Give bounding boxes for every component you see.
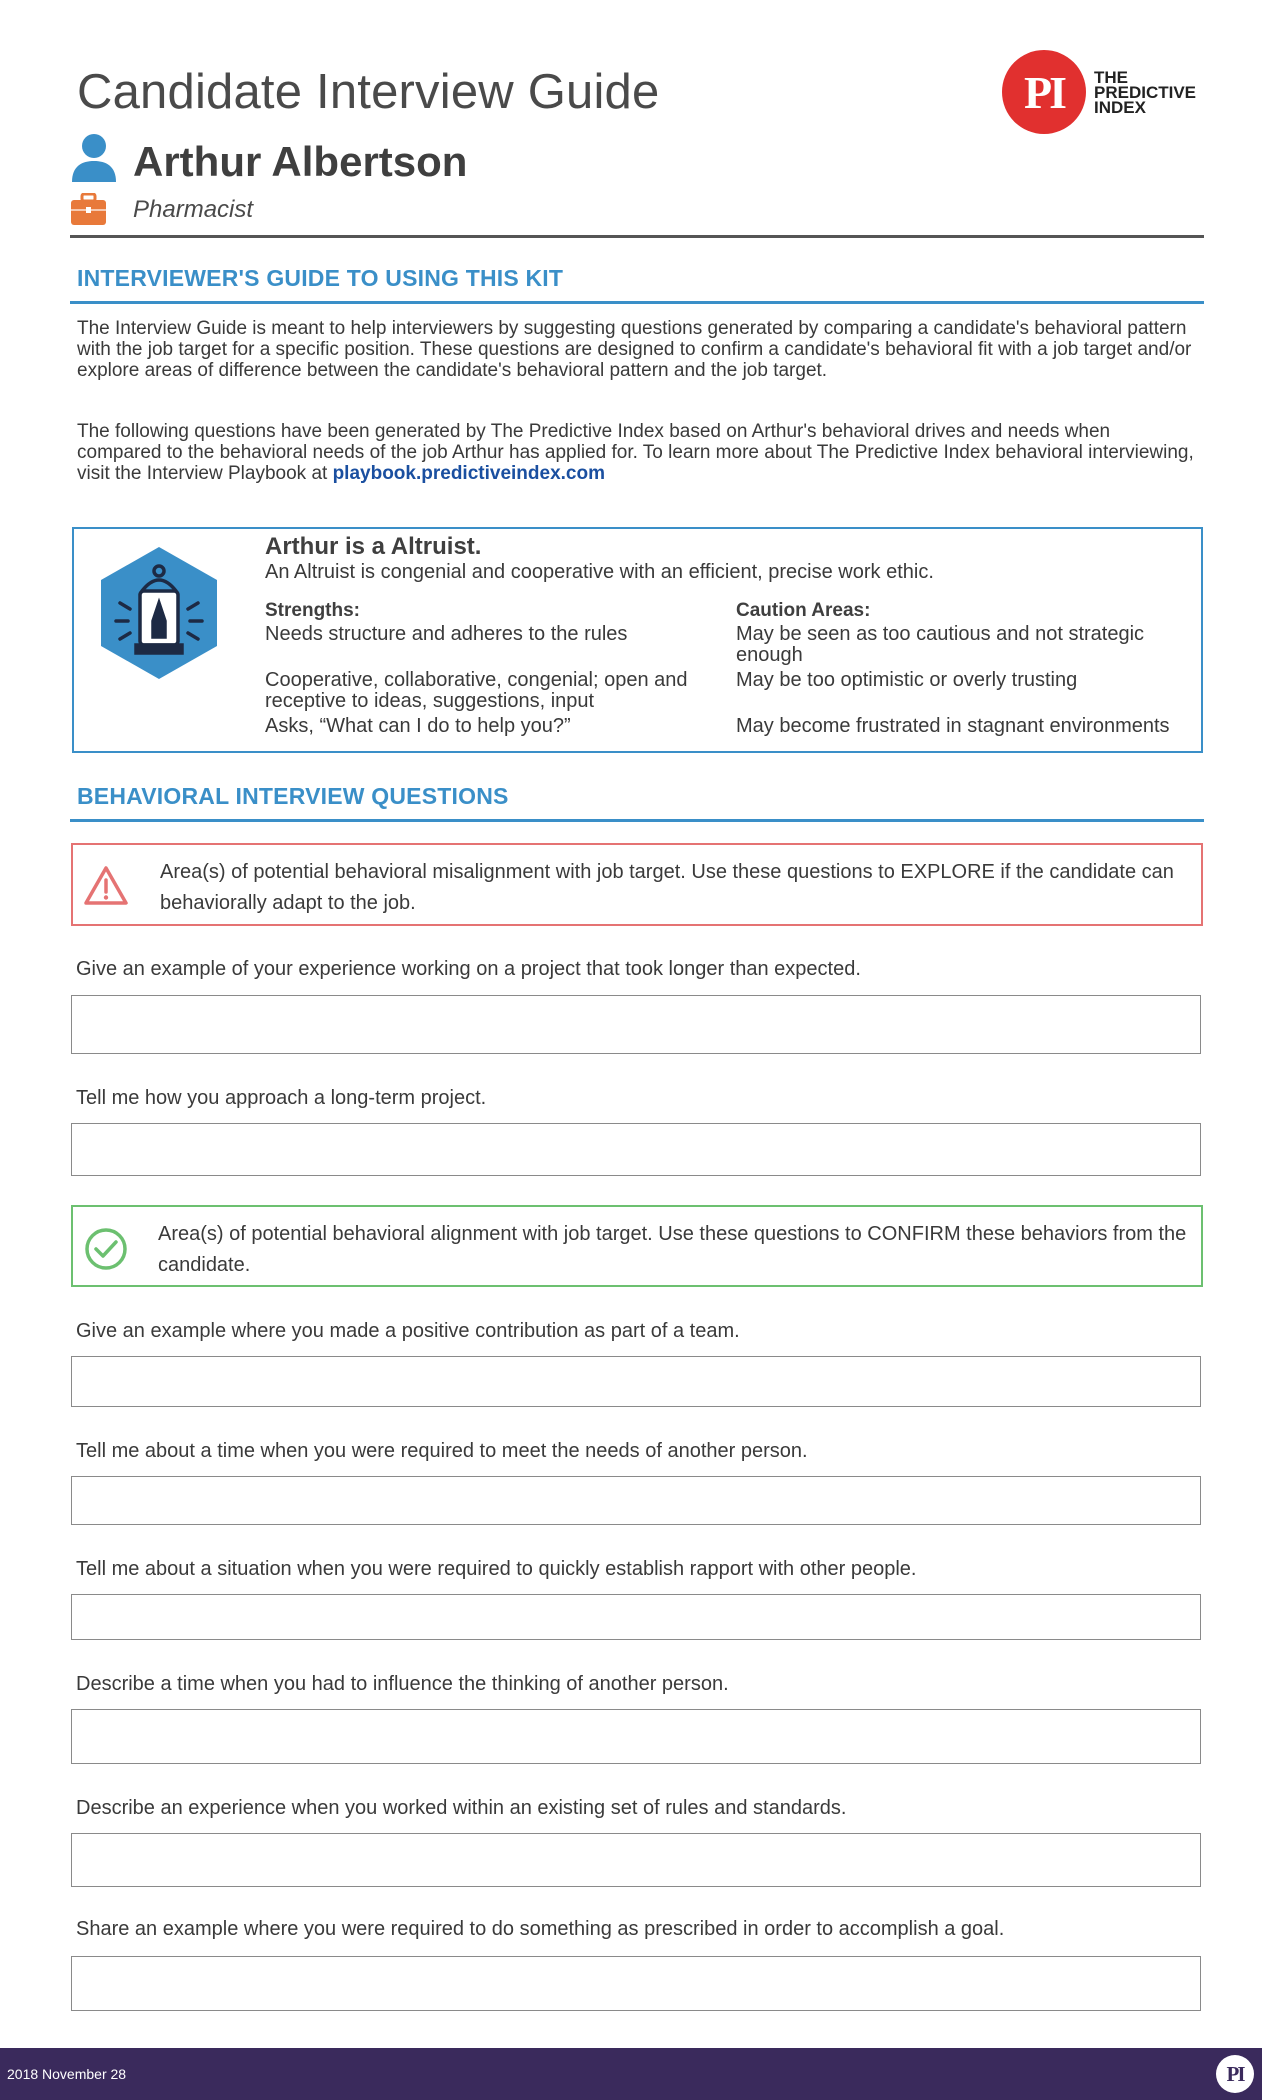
candidate-name: Arthur Albertson xyxy=(133,138,468,185)
strengths-heading: Strengths: xyxy=(265,600,360,621)
questions-heading: BEHAVIORAL INTERVIEW QUESTIONS xyxy=(77,783,509,809)
question-text: Tell me how you approach a long-term project. xyxy=(76,1087,487,1109)
question-text: Share an example where you were required to do something as prescribed in order to accomplish a goal. xyxy=(76,1918,1005,1940)
answer-field[interactable] xyxy=(71,1476,1201,1525)
question-text: Describe an experience when you worked within an existing set of rules and standards. xyxy=(76,1797,847,1819)
question-text: Tell me about a situation when you were required to quickly establish rapport with other people. xyxy=(76,1558,917,1580)
playbook-link[interactable]: playbook.predictiveindex.com xyxy=(332,463,605,484)
briefcase-icon xyxy=(71,193,106,225)
caution-item: May be seen as too cautious and not strategic enough xyxy=(736,623,1145,666)
pi-logo-text: THE PREDICTIVE INDEX xyxy=(1094,67,1197,117)
question-text: Give an example where you made a positive contribution as part of a team. xyxy=(76,1320,740,1342)
answer-field[interactable] xyxy=(71,1594,1201,1640)
profile-subtitle: An Altruist is congenial and cooperative with an efficient, precise work ethic. xyxy=(265,561,934,583)
caution-item: May be too optimistic or overly trusting xyxy=(736,669,1078,691)
answer-field[interactable] xyxy=(71,1356,1201,1407)
question-text: Describe a time when you had to influence the thinking of another person. xyxy=(76,1673,729,1695)
header-divider xyxy=(70,235,1204,238)
guide-paragraph-2: The following questions have been generated by The Predictive Index based on Arthur's behavioral drives and needs when compared to the behavioral needs of the job Arthur has applied for. To learn more about The Predictive Index behavioral interviewing, visit the Interview Playbook at playbook.predictiveindex.com xyxy=(77,421,1194,484)
confirm-alert xyxy=(71,1205,1203,1287)
warning-icon xyxy=(83,863,129,909)
answer-field[interactable] xyxy=(71,1709,1201,1764)
pi-logo-mark: PI xyxy=(1002,50,1086,134)
guide-paragraph-1: The Interview Guide is meant to help interviewers by suggesting questions generated by comparing a candidate's behavioral pattern with the job target for a specific position. These questions are designed to confirm a candidate's behavioral fit with a job target and/or explore areas of difference between the candidate's behavioral pattern and the job target. xyxy=(77,318,1192,381)
pi-logo xyxy=(1002,50,1196,134)
footer-date: 2018 November 28 xyxy=(7,2066,127,2082)
questions-divider xyxy=(70,819,1204,822)
footer-pi-logo: PI xyxy=(1216,2055,1254,2093)
confirm-alert-text: Area(s) of potential behavioral alignment with job target. Use these questions to CONFIRM these behaviors from the candidate. xyxy=(158,1223,1187,1276)
answer-field[interactable] xyxy=(71,1123,1201,1176)
caution-heading: Caution Areas: xyxy=(736,600,871,621)
question-text: Tell me about a time when you were required to meet the needs of another person. xyxy=(76,1440,808,1462)
question-text: Give an example of your experience working on a project that took longer than expected. xyxy=(76,958,861,980)
guide-heading: INTERVIEWER'S GUIDE TO USING THIS KIT xyxy=(77,265,564,291)
guide-divider xyxy=(70,301,1204,304)
check-circle-icon xyxy=(83,1225,129,1271)
answer-field[interactable] xyxy=(71,1833,1201,1887)
lantern-icon xyxy=(98,545,220,681)
job-title: Pharmacist xyxy=(133,196,254,223)
strength-item: Asks, “What can I do to help you?” xyxy=(265,715,571,737)
person-icon xyxy=(72,134,116,182)
footer-bar xyxy=(0,2048,1262,2100)
explore-alert xyxy=(71,843,1203,926)
page-title: Candidate Interview Guide xyxy=(77,65,660,119)
profile-title: Arthur is a Altruist. xyxy=(265,533,482,560)
strength-item: Cooperative, collaborative, congenial; open and receptive to ideas, suggestions, input xyxy=(265,669,688,712)
answer-field[interactable] xyxy=(71,1956,1201,2011)
strength-item: Needs structure and adheres to the rules xyxy=(265,623,628,645)
explore-alert-text: Area(s) of potential behavioral misalignment with job target. Use these questions to EXPLORE if the candidate can behaviorally adapt to the job. xyxy=(160,861,1174,914)
caution-item: May become frustrated in stagnant environments xyxy=(736,715,1170,737)
profile-card xyxy=(72,527,1203,753)
answer-field[interactable] xyxy=(71,995,1201,1054)
